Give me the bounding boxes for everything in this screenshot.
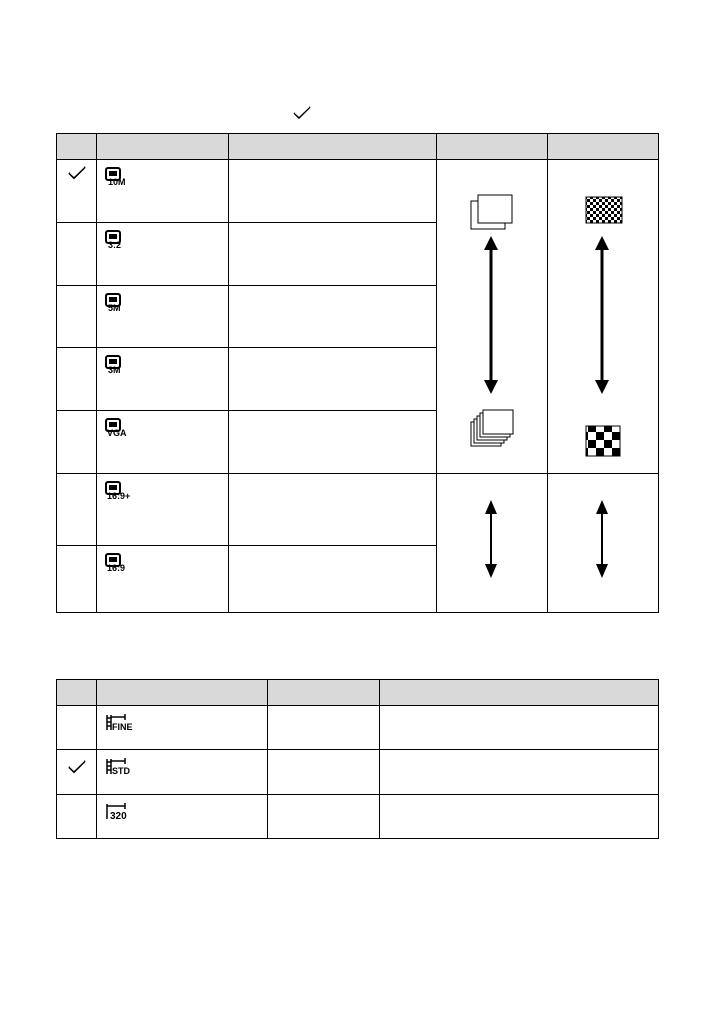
size-icon-cell <box>97 285 229 348</box>
header-cell <box>437 134 548 160</box>
fine-checker-icon <box>586 197 622 223</box>
header-cell <box>380 680 659 706</box>
size-icon-cell <box>97 546 229 613</box>
size-icon-cell <box>97 160 229 223</box>
default-mark-cell <box>57 706 97 750</box>
header-cell <box>548 134 659 160</box>
svg-text:16:9+: 16:9+ <box>107 491 131 501</box>
image-size-16-9-icon <box>105 553 137 573</box>
default-checkmark-icon <box>66 165 88 181</box>
default-mark-cell <box>57 160 97 223</box>
movie-cell <box>268 750 380 795</box>
movie-icon-cell <box>97 750 268 795</box>
image-size-16-9-plus-icon <box>105 481 141 501</box>
default-mark-cell <box>57 222 97 285</box>
default-checkmark-icon <box>66 759 88 775</box>
table-header-row <box>57 680 659 706</box>
table-row <box>57 474 659 546</box>
description-cell <box>229 546 437 613</box>
movie-icon-cell <box>97 795 268 839</box>
coarse-checker-icon <box>586 426 620 456</box>
table-row <box>57 160 659 223</box>
movie-icon-cell <box>97 706 268 750</box>
double-arrow-icon <box>548 474 659 607</box>
image-size-5m-icon <box>105 293 137 313</box>
movie-fine-icon <box>105 713 141 733</box>
description-cell <box>229 285 437 348</box>
description-cell <box>229 474 437 546</box>
svg-text:320: 320 <box>110 811 127 822</box>
description-cell <box>229 222 437 285</box>
svg-text:3M: 3M <box>108 365 121 376</box>
many-prints-icon <box>471 410 513 446</box>
movie-std-icon <box>105 757 141 777</box>
size-icon-cell <box>97 411 229 474</box>
header-cell <box>57 134 97 160</box>
print-count-range-graphic <box>437 160 548 468</box>
image-quality-range-cell <box>548 160 659 474</box>
image-size-10m-icon <box>105 167 137 187</box>
movie-cell <box>380 795 659 839</box>
few-prints-icon <box>471 195 512 229</box>
default-mark-cell <box>57 546 97 613</box>
default-mark-cell <box>57 285 97 348</box>
movie-cell <box>268 706 380 750</box>
image-size-table <box>56 133 659 613</box>
default-mark-cell <box>57 795 97 839</box>
default-mark-cell <box>57 411 97 474</box>
svg-text:5M: 5M <box>108 302 121 313</box>
movie-size-table <box>56 679 659 839</box>
image-quality-range-cell <box>548 474 659 613</box>
table-row <box>57 750 659 795</box>
double-arrow-icon <box>437 474 548 607</box>
print-count-range-cell <box>437 160 548 474</box>
movie-cell <box>380 750 659 795</box>
movie-cell <box>380 706 659 750</box>
description-cell <box>229 411 437 474</box>
header-cell <box>97 134 229 160</box>
image-quality-range-graphic <box>548 160 659 468</box>
svg-text:16:9: 16:9 <box>107 563 126 574</box>
default-mark-cell <box>57 750 97 795</box>
header-cell <box>229 134 437 160</box>
size-icon-cell <box>97 348 229 411</box>
image-size-3m-icon <box>105 355 137 375</box>
header-cell <box>268 680 380 706</box>
size-icon-cell <box>97 222 229 285</box>
svg-text:VGA: VGA <box>107 428 127 439</box>
svg-text:STD: STD <box>112 766 130 776</box>
svg-text:3:2: 3:2 <box>108 239 122 250</box>
svg-text:10M: 10M <box>108 177 126 187</box>
header-cell <box>57 680 97 706</box>
movie-320-icon <box>105 802 141 822</box>
double-arrow-icon <box>484 236 498 394</box>
double-arrow-icon <box>595 236 609 394</box>
table-row <box>57 795 659 839</box>
image-size-vga-icon <box>105 418 137 438</box>
movie-cell <box>268 795 380 839</box>
print-count-range-cell <box>437 474 548 613</box>
size-icon-cell <box>97 474 229 546</box>
description-cell <box>229 348 437 411</box>
default-mark-cell <box>57 348 97 411</box>
description-cell <box>229 160 437 223</box>
header-cell <box>97 680 268 706</box>
svg-text:FINE: FINE <box>112 722 133 732</box>
default-checkmark-icon <box>291 105 313 121</box>
table-header-row <box>57 134 659 160</box>
table-row <box>57 706 659 750</box>
default-mark-cell <box>57 474 97 546</box>
image-size-3-2-icon <box>105 230 137 250</box>
